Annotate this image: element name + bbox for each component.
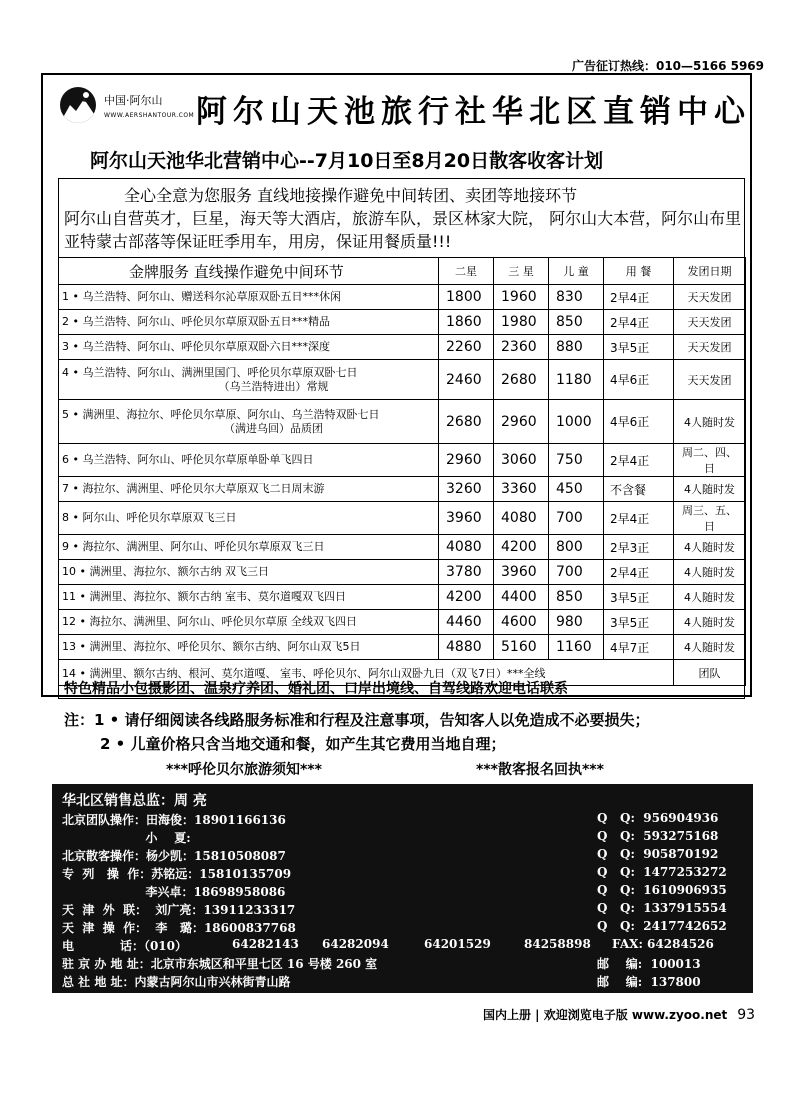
contact-row: 北京散客操作：杨少凯：15810508087 (62, 849, 286, 863)
meals: 2早3正 (604, 535, 674, 560)
phone-label: 电 话：（010） (62, 939, 188, 953)
departure: 4人随时发 (674, 535, 746, 560)
qq-number: Q Q: 956904936 (597, 811, 719, 825)
table-row (59, 560, 746, 585)
table-row (59, 477, 746, 502)
phone-number: 64282143 (232, 937, 299, 951)
price-child: 450 (549, 477, 604, 502)
departure: 天天发团 (674, 360, 746, 400)
route-line-1: 4 • 乌兰浩特、阿尔山、满洲里国门、呼伦贝尔草原双卧七日 (62, 365, 358, 379)
meals: 4早6正 (604, 400, 674, 444)
departure: 4人随时发 (674, 560, 746, 585)
price-child: 850 (549, 310, 604, 335)
table-row (59, 502, 746, 535)
price-two-star: 2260 (439, 335, 494, 360)
price-three-star: 5160 (494, 635, 549, 660)
table-row (59, 585, 746, 610)
registration-receipt-link[interactable]: ***散客报名回执*** (476, 762, 604, 778)
price-three-star: 1960 (494, 285, 549, 310)
route-name: 12 • 海拉尔、满洲里、阿尔山、呼伦贝尔草原 全线双飞四日 (59, 610, 439, 635)
contact-row: 李兴卓：18698958086 (62, 885, 286, 899)
header-meals: 用 餐 (604, 258, 674, 285)
meals: 2早4正 (604, 444, 674, 477)
note-1: 注：1 • 请仔细阅读各线路服务标准和行程及注意事项，告知客人以免造成不必要损失； (64, 711, 650, 729)
departure: 天天发团 (674, 310, 746, 335)
intro-line-1: 全心全意为您服务 直线地接操作避免中间转团、卖团等地接环节 (124, 186, 578, 205)
agency-logo (50, 82, 195, 130)
contact-row: 天 津 外 联： 刘广亮：13911233317 (62, 903, 296, 917)
postal-code: 邮 编: 100013 (597, 957, 701, 971)
table-row (59, 335, 746, 360)
ad-hotline: 广告征订热线：010—5166 5969 (571, 59, 764, 73)
price-two-star: 2460 (439, 360, 494, 400)
agency-banner-title: 阿尔山天池旅行社华北区直销中心 (196, 94, 751, 130)
price-child: 750 (549, 444, 604, 477)
table-row (59, 610, 746, 635)
meals: 2早4正 (604, 310, 674, 335)
table-row (59, 285, 746, 310)
plan-subtitle: 阿尔山天池华北营销中心--7月10日至8月20日散客收客计划 (90, 150, 604, 172)
meals: 3早5正 (604, 335, 674, 360)
mountain-logo-icon (60, 87, 96, 123)
meals: 4早6正 (604, 360, 674, 400)
route-name: 11 • 满洲里、海拉尔、额尔古纳 室韦、莫尔道嘎双飞四日 (59, 585, 439, 610)
route-name: 3 • 乌兰浩特、阿尔山、呼伦贝尔草原双卧六日***深度 (59, 335, 439, 360)
header-departure: 发团日期 (674, 258, 746, 285)
price-child: 700 (549, 502, 604, 535)
departure: 天天发团 (674, 335, 746, 360)
meals: 3早5正 (604, 585, 674, 610)
contact-row: 天 津 操 作： 李 璐：18600837768 (62, 921, 296, 935)
route-name: 13 • 满洲里、海拉尔、呼伦贝尔、额尔古纳、阿尔山双飞5日 (59, 635, 439, 660)
route-name: 8 • 阿尔山、呼伦贝尔草原双飞三日 (59, 502, 439, 535)
route-line-1: 5 • 满洲里、海拉尔、呼伦贝尔草原、阿尔山、乌兰浩特双卧七日 (62, 407, 380, 421)
price-three-star: 4200 (494, 535, 549, 560)
phone-number: 84258898 (524, 937, 591, 951)
route-price-table (58, 257, 746, 686)
departure: 团队 (674, 660, 746, 686)
table-row (59, 535, 746, 560)
route-name: 7 • 海拉尔、满洲里、呼伦贝尔大草原双飞二日周末游 (59, 477, 439, 502)
departure: 4人随时发 (674, 400, 746, 444)
meals: 不含餐 (604, 477, 674, 502)
price-two-star: 3960 (439, 502, 494, 535)
price-two-star: 3260 (439, 477, 494, 502)
table-row (59, 360, 746, 400)
departure: 4人随时发 (674, 585, 746, 610)
table-row (59, 310, 746, 335)
phone-number: 64201529 (424, 937, 491, 951)
header-three-star: 三 星 (494, 258, 549, 285)
table-row (59, 444, 746, 477)
contact-panel (52, 784, 753, 993)
price-child: 980 (549, 610, 604, 635)
intro-line-2: 阿尔山自营英才，巨星，海天等大酒店，旅游车队，景区林家大院， 阿尔山大本营，阿尔山布里亚特蒙古部落等保证旺季用车，用房，保证用餐质量!!! (64, 209, 742, 251)
contact-row: 专 列 操 作：苏铭远：15810135709 (62, 867, 292, 881)
meals: 2早4正 (604, 560, 674, 585)
price-three-star: 2960 (494, 400, 549, 444)
special-tours-note: 特色精品小包摄影团、温泉疗养团、婚礼团、口岸出境线、自驾线路欢迎电话联系 (64, 681, 568, 697)
page-number: 93 (737, 1007, 756, 1023)
price-three-star: 3360 (494, 477, 549, 502)
route-line-2: （满进乌回）品质团 (224, 421, 323, 435)
header-child: 儿 童 (549, 258, 604, 285)
price-three-star: 2360 (494, 335, 549, 360)
table-row (59, 400, 746, 444)
qq-number: Q Q: 593275168 (597, 829, 719, 843)
logo-text: 中国·阿尔山 (104, 94, 163, 107)
price-child: 700 (549, 560, 604, 585)
route-name: 9 • 海拉尔、满洲里、阿尔山、呼伦贝尔草原双飞三日 (59, 535, 439, 560)
logo-url: WWW.AERSHANTOUR.COM (104, 112, 195, 119)
departure: 天天发团 (674, 285, 746, 310)
footer-text: 国内上册 | 欢迎浏览电子版 www.zyoo.net (483, 1008, 728, 1022)
price-three-star: 3060 (494, 444, 549, 477)
departure: 4人随时发 (674, 477, 746, 502)
contact-row: 小 夏: (62, 831, 191, 845)
qq-number: Q Q: 1477253272 (597, 865, 727, 879)
price-two-star: 2680 (439, 400, 494, 444)
beijing-office-address: 驻 京 办 地 址：北京市东城区和平里七区 16 号楼 260 室 (62, 957, 378, 971)
route-name: 14 • 满洲里、额尔古纳、根河、莫尔道嘎、 室韦、呼伦贝尔、阿尔山双卧九日（双飞7日）***全线 (59, 660, 674, 686)
price-three-star: 4600 (494, 610, 549, 635)
price-two-star: 1800 (439, 285, 494, 310)
route-name (59, 400, 439, 444)
price-three-star: 4400 (494, 585, 549, 610)
price-two-star: 4460 (439, 610, 494, 635)
page-footer (483, 1006, 755, 1023)
meals: 2早4正 (604, 285, 674, 310)
price-two-star: 1860 (439, 310, 494, 335)
postal-code: 邮 编: 137800 (597, 975, 701, 989)
price-two-star: 2960 (439, 444, 494, 477)
note-2: 2 • 儿童价格只含当地交通和餐，如产生其它费用当地自理； (100, 735, 506, 753)
price-two-star: 3780 (439, 560, 494, 585)
departure: 4人随时发 (674, 610, 746, 635)
meals: 2早4正 (604, 502, 674, 535)
price-child: 1160 (549, 635, 604, 660)
price-child: 1180 (549, 360, 604, 400)
price-child: 850 (549, 585, 604, 610)
meals: 3早5正 (604, 610, 674, 635)
service-intro (64, 184, 742, 253)
route-name: 10 • 满洲里、海拉尔、额尔古纳 双飞三日 (59, 560, 439, 585)
departure: 周二、四、日 (674, 444, 746, 477)
sales-director: 华北区销售总监：周 亮 (62, 793, 207, 809)
meals: 4早7正 (604, 635, 674, 660)
notes (64, 708, 649, 756)
price-two-star: 4880 (439, 635, 494, 660)
table-row (59, 635, 746, 660)
qq-number: Q Q: 2417742652 (597, 919, 727, 933)
header-route: 金牌服务 直线操作避免中间环节 (59, 258, 439, 285)
price-two-star: 4200 (439, 585, 494, 610)
qq-number: Q Q: 905870192 (597, 847, 719, 861)
route-name: 2 • 乌兰浩特、阿尔山、呼伦贝尔草原双卧五日***精品 (59, 310, 439, 335)
price-three-star: 3960 (494, 560, 549, 585)
route-line-2: （乌兰浩特进出）常规 (218, 379, 329, 393)
route-name: 1 • 乌兰浩特、阿尔山、赠送科尔沁草原双卧五日***休闲 (59, 285, 439, 310)
header-two-star: 二星 (439, 258, 494, 285)
price-three-star: 1980 (494, 310, 549, 335)
headquarters-address: 总 社 地 址：内蒙古阿尔山市兴林街青山路 (62, 975, 291, 989)
price-three-star: 4080 (494, 502, 549, 535)
price-two-star: 4080 (439, 535, 494, 560)
travel-guide-link[interactable]: ***呼伦贝尔旅游须知*** (166, 762, 322, 778)
price-child: 800 (549, 535, 604, 560)
departure: 4人随时发 (674, 635, 746, 660)
price-three-star: 2680 (494, 360, 549, 400)
route-name: 6 • 乌兰浩特、阿尔山、呼伦贝尔草原单卧单飞四日 (59, 444, 439, 477)
qq-number: Q Q: 1337915554 (597, 901, 727, 915)
contact-row: 北京团队操作：田海俊：18901166136 (62, 813, 286, 827)
fax-number: FAX: 64284526 (612, 937, 714, 951)
price-child: 1000 (549, 400, 604, 444)
price-child: 880 (549, 335, 604, 360)
route-name (59, 360, 439, 400)
qq-number: Q Q: 1610906935 (597, 883, 727, 897)
table-header-row (59, 258, 746, 285)
departure: 周三、五、日 (674, 502, 746, 535)
phone-number: 64282094 (322, 937, 389, 951)
price-child: 830 (549, 285, 604, 310)
